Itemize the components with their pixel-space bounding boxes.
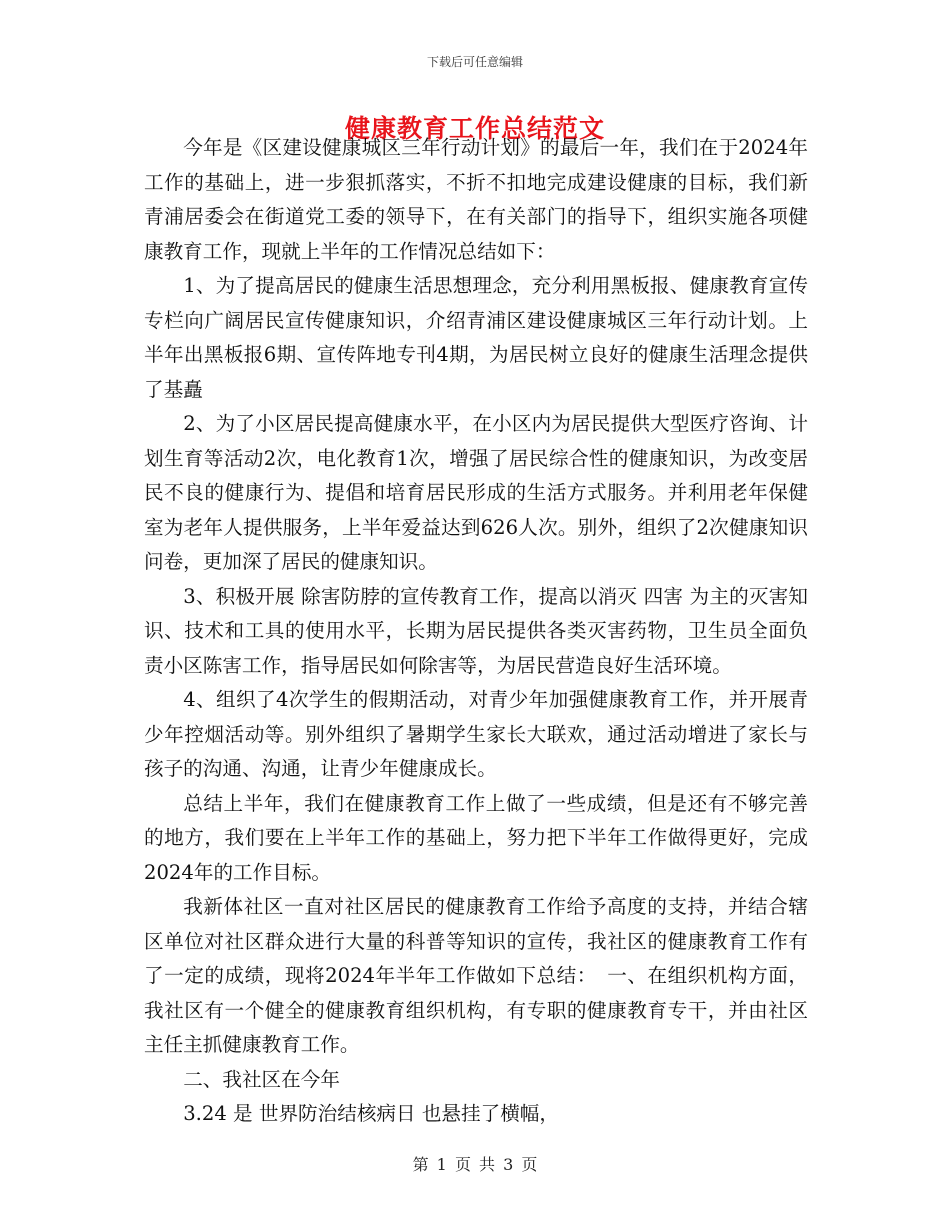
- paragraph-tb-day: 3.24 是 世界防治结核病日 也悬挂了横幅，: [183, 1102, 559, 1125]
- paragraph-item-3: 3、积极开展 除害防脖的宣传教育工作，提高以消灭 四害 为主的灭害知识、技术和工具的使用水平，长期为居民提供各类灭害药物，卫生员全面负责小区陈害工作，指导居民如何除害等，为居民营造良好生活环境。: [144, 584, 808, 677]
- header-note: 下载后可任意编辑: [426, 55, 523, 69]
- paragraph-intro: 今年是《区建设健康城区三年行动计划》的最后一年，我们在于2024年工作的基础上，进一步狠抓落实，不折不扣地完成建设健康的目标，我们新青浦居委会在街道党工委的领导下，在有关部门的指导下，组织实施各项健康教育工作，现就上半年的工作情况总结如下：: [144, 136, 808, 263]
- page-number: 第 1 页 共 3 页: [412, 1155, 538, 1174]
- paragraph-community: 我新体社区一直对社区居民的健康教育工作给予高度的支持，并结合辖区单位对社区群众进行大量的科普等知识的宣传，我社区的健康教育工作有了一定的成绩，现将2024年半年工作做如下总结： 一、在组织机构方面，我社区有一个健全的健康教育组织机构，有专职的健康教育专干，并由社区主任主抓健康教育工作。: [144, 895, 808, 1056]
- document-title: 健康教育工作总结范文: [344, 114, 605, 143]
- paragraph-section-2: 二、我社区在今年: [183, 1067, 340, 1091]
- paragraph-item-4: 4、组织了4次学生的假期活动，对青少年加强健康教育工作，并开展青少年控烟活动等。别外组织了暑期学生家长大联欢，通过活动增进了家长与孩子的沟通、沟通，让青少年健康成长。: [144, 688, 808, 780]
- document-body: [144, 131, 808, 1132]
- paragraph-item-1: 1、为了提高居民的健康生活思想理念，充分利用黑板报、健康教育宣传专栏向广阔居民宣传健康知识，介绍青浦区建设健康城区三年行动计划。上半年出黑板报6期、宣传阵地专刊4期，为居民树立良好的健康生活理念提供了基矗: [144, 274, 808, 401]
- paragraph-item-2: 2、为了小区居民提高健康水平，在小区内为居民提供大型医疗咨询、计划生育等活动2次，电化教育1次，增强了居民综合性的健康知识，为改变居民不良的健康行为、提倡和培育居民形成的生活方式服务。并利用老年保健室为老年人提供服务，上半年爱益达到626人次。别外，组织了2次健康知识问卷，更加深了居民的健康知识。: [144, 412, 808, 573]
- paragraph-summary: 总结上半年，我们在健康教育工作上做了一些成绩，但是还有不够完善的地方，我们要在上半年工作的基础上，努力把下半年工作做得更好，完成2024年的工作目标。: [144, 791, 808, 884]
